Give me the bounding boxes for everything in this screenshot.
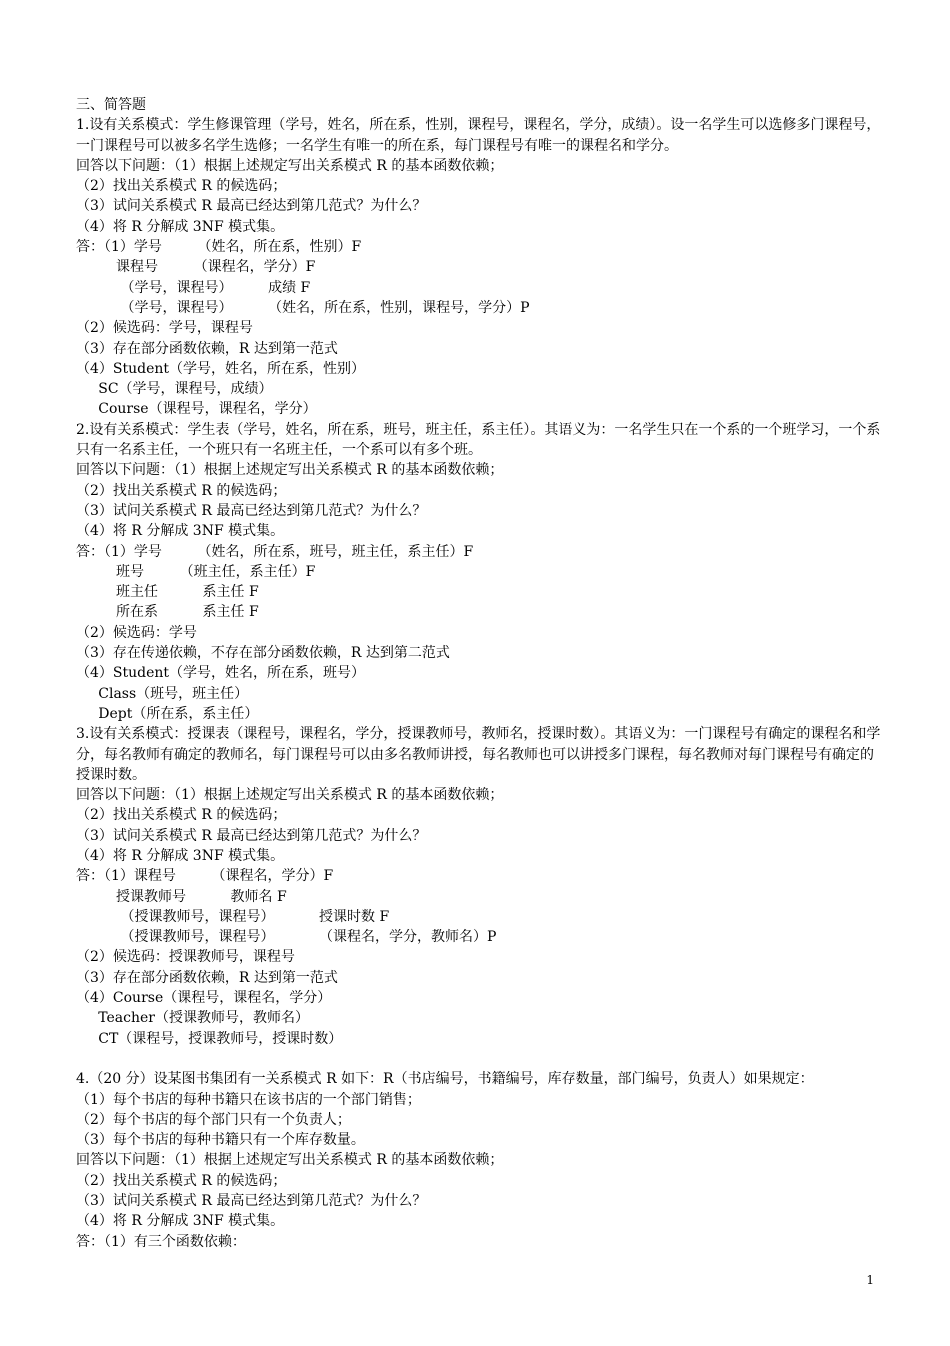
answer-3-line: 答：（1）课程号 （课程名，学分）F — [76, 868, 334, 885]
answer-3-line: Teacher（授课教师号，教师名） — [76, 1010, 309, 1027]
question-2-ask-1: 回答以下问题：（1）根据上述规定写出关系模式 R 的基本函数依赖； — [76, 462, 504, 479]
answer-3-line: CT（课程号，授课教师号，授课时数） — [76, 1030, 343, 1047]
blank-line — [76, 1049, 886, 1069]
question-4-rule: （2）每个书店的每个部门只有一个负责人； — [76, 1111, 351, 1128]
question-2-ask-2: （2）找出关系模式 R 的候选码； — [76, 482, 287, 499]
answer-2-line: Class（班号，班主任） — [76, 685, 249, 702]
question-1-ask-3: （3）试问关系模式 R 最高已经达到第几范式？为什么？ — [76, 198, 427, 215]
answer-3-line: （4）Course（课程号，课程名，学分） — [76, 990, 332, 1007]
answer-3-line: （授课教师号，课程号） 授课时数 F — [76, 908, 390, 925]
question-1-stem: 1.设有关系模式：学生修课管理（学号，姓名，所在系，性别，课程号，课程名，学分，成绩）。设一名学生可以选修多门课程号，一门课程号可以被多名学生选修；一名学生有唯一的所在系，每门课程号有唯一的课程名和学分。 — [76, 117, 881, 154]
answer-1-line: SC（学号，课程号，成绩） — [76, 381, 273, 398]
question-3 — [76, 724, 886, 1049]
question-1 — [76, 115, 886, 419]
answer-1-line: （学号，课程号） （姓名，所在系，性别，课程号，学分）P — [76, 299, 530, 316]
answer-2-line: 班主任 系主任 F — [76, 584, 259, 601]
section-title: 三、简答题 — [76, 97, 146, 113]
question-4-stem: 4.（20 分）设某图书集团有一关系模式 R 如下：R（书店编号，书籍编号，库存数量，部门编号，负责人）如果规定： — [76, 1071, 814, 1088]
question-3-ask-1: 回答以下问题：（1）根据上述规定写出关系模式 R 的基本函数依赖； — [76, 787, 504, 804]
question-3-ask-4: （4）将 R 分解成 3NF 模式集。 — [76, 847, 285, 864]
answer-1-line: （学号，课程号） 成绩 F — [76, 279, 311, 296]
answer-1-line: 课程号 （课程名，学分）F — [76, 259, 316, 276]
question-4-rule: （3）每个书店的每种书籍只有一个库存数量。 — [76, 1132, 365, 1149]
question-1-ask-2: （2）找出关系模式 R 的候选码； — [76, 178, 287, 195]
document-body — [76, 95, 886, 1252]
question-2-ask-3: （3）试问关系模式 R 最高已经达到第几范式？为什么？ — [76, 502, 427, 519]
answer-2-line: 答：（1）学号 （姓名，所在系，班号，班主任，系主任）F — [76, 543, 474, 560]
question-4-ask-3: （3）试问关系模式 R 最高已经达到第几范式？为什么？ — [76, 1193, 427, 1210]
question-2-ask-4: （4）将 R 分解成 3NF 模式集。 — [76, 523, 285, 540]
answer-2-line: 所在系 系主任 F — [76, 604, 259, 621]
question-1-ask-4: （4）将 R 分解成 3NF 模式集。 — [76, 218, 285, 235]
question-3-ask-3: （3）试问关系模式 R 最高已经达到第几范式？为什么？ — [76, 827, 427, 844]
page-number: 1 — [866, 1273, 874, 1287]
answer-2-line: （4）Student（学号，姓名，所在系，班号） — [76, 665, 366, 682]
answer-3-line: （授课教师号，课程号） （课程名，学分，教师名）P — [76, 929, 497, 946]
answer-1-line: （3）存在部分函数依赖，R 达到第一范式 — [76, 340, 338, 357]
question-4-ask-4: （4）将 R 分解成 3NF 模式集。 — [76, 1213, 285, 1230]
answer-3-line: （2）候选码：授课教师号，课程号 — [76, 949, 295, 966]
question-3-stem: 3.设有关系模式：授课表（课程号，课程名，学分，授课教师号，教师名，授课时数）。其语义为：一门课程号有确定的课程名和学分，每名教师有确定的教师名，每门课程号可以由多名教师讲授，每名教师也可以讲授多门课程，每名教师对每门课程号有确定的授课时数。 — [76, 726, 881, 783]
answer-2-line: （3）存在传递依赖，不存在部分函数依赖，R 达到第二范式 — [76, 645, 450, 662]
question-4-rule: （1）每个书店的每种书籍只在该书店的一个部门销售； — [76, 1091, 421, 1108]
answer-1-line: （2）候选码：学号，课程号 — [76, 320, 253, 337]
question-3-ask-2: （2）找出关系模式 R 的候选码； — [76, 807, 287, 824]
question-4-ask-2: （2）找出关系模式 R 的候选码； — [76, 1172, 287, 1189]
answer-3-line: （3）存在部分函数依赖，R 达到第一范式 — [76, 969, 338, 986]
answer-1-line: Course（课程号，课程名，学分） — [76, 401, 317, 418]
question-4-ask-1: 回答以下问题：（1）根据上述规定写出关系模式 R 的基本函数依赖； — [76, 1152, 504, 1169]
answer-3-line: 授课教师号 教师名 F — [76, 888, 287, 905]
question-4 — [76, 1069, 886, 1252]
answer-2-line: （2）候选码：学号 — [76, 624, 197, 641]
answer-1-line: 答：（1）学号 （姓名，所在系，性别）F — [76, 239, 362, 256]
question-1-ask-1: 回答以下问题：（1）根据上述规定写出关系模式 R 的基本函数依赖； — [76, 157, 504, 174]
question-2 — [76, 420, 886, 724]
answer-4-line: 答：（1）有三个函数依赖： — [76, 1233, 246, 1250]
answer-2-line: 班号 （班主任，系主任）F — [76, 563, 316, 580]
answer-2-line: Dept（所在系，系主任） — [76, 705, 259, 722]
question-2-stem: 2.设有关系模式：学生表（学号，姓名，所在系，班号，班主任，系主任）。其语义为：一名学生只在一个系的一个班学习，一个系只有一名系主任，一个班只有一名班主任，一个系可以有多个班。 — [76, 421, 881, 459]
answer-1-line: （4）Student（学号，姓名，所在系，性别） — [76, 360, 366, 377]
